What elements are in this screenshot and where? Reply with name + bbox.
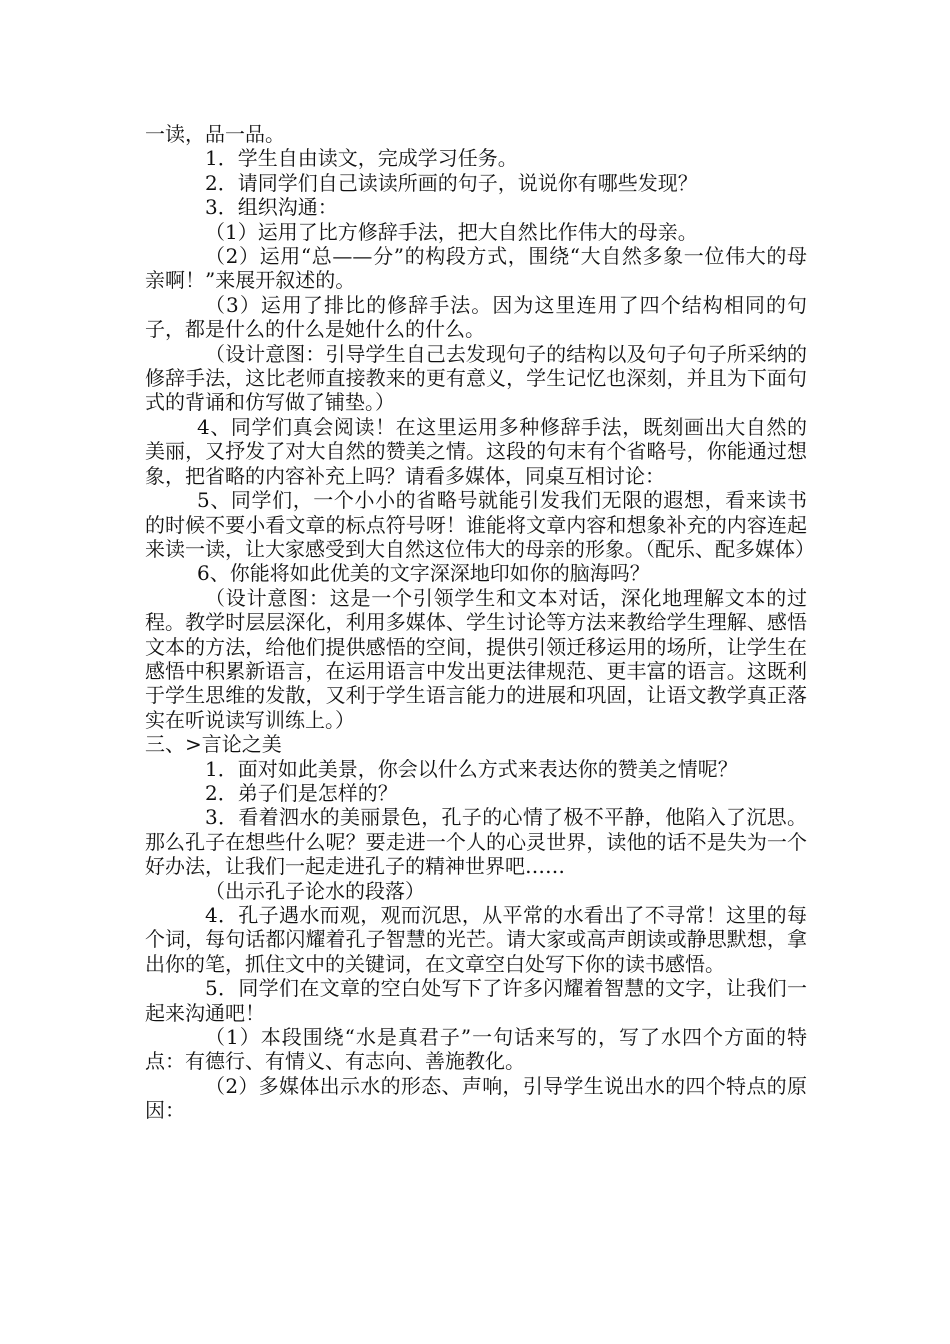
paragraph-6: （2）运用“总——分”的构段方式，围绕“大自然多象一位伟大的母亲啊！”来展开叙述的。 <box>145 244 807 293</box>
paragraph-17: （出示孔子论水的段落） <box>205 878 425 903</box>
paragraph-15: 2．弟子们是怎样的？ <box>205 780 398 805</box>
paragraph-18: 4．孔子遇水而观，观而沉思，从平常的水看出了不寻常！这里的每个词，每句话都闪耀着孔子智慧的光芒。请大家或高声朗读或静思默想，拿出你的笔，抓住文中的关键词，在文章空白处写下你的读书感悟。 <box>145 903 807 976</box>
paragraph-12: （设计意图：这是一个引领学生和文本对话，深化地理解文本的过程。教学时层层深化，利用多媒体、学生讨论等方法来教给学生理解、感悟文本的方法，给他们提供感悟的空间，提供引领迁移运用的场所，让学生在感悟中积累新语言，在运用语言中发出更法律规范、更丰富的语言。这既利于学生思维的发散，又利于学生语言能力的进展和巩固，让语文教学真正落实在听说读写训练上。） <box>145 585 807 732</box>
paragraph-8: （设计意图：引导学生自己去发现句子的结构以及句子句子所采纳的修辞手法，这比老师直接教来的更有意义，学生记忆也深刻，并且为下面句式的背诵和仿写做了铺垫。） <box>145 341 807 415</box>
paragraph-5: （1）运用了比方修辞手法，把大自然比作伟大的母亲。 <box>205 219 698 244</box>
section-heading: 三、>言论之美 <box>145 732 282 757</box>
paragraph-14: 1．面对如此美景，你会以什么方式来表达你的赞美之情呢？ <box>205 756 738 781</box>
paragraph-16: 3．看着泗水的美丽景色，孔子的心情了极不平静，他陷入了沉思。那么孔子在想些什么呢？要走进一个人的心灵世界，读他的话不是失为一个好办法，让我们一起走进孔子的精神世界吧…… <box>145 805 807 879</box>
paragraph-11: 6、你能将如此优美的文字深深地印如你的脑海吗？ <box>197 561 650 586</box>
paragraph-19: 5．同学们在文章的空白处写下了许多闪耀着智慧的文字，让我们一起来沟通吧！ <box>145 976 807 1025</box>
paragraph-3: 2．请同学们自己读读所画的句子，说说你有哪些发现？ <box>205 170 698 195</box>
paragraph-7: （3）运用了排比的修辞手法。因为这里连用了四个结构相同的句子，都是什么的什么是她什么的什么。 <box>145 292 807 342</box>
paragraph-20: （1）本段围绕“水是真君子”一句话来写的，写了水四个方面的特点：有德行、有情义、有志向、善施教化。 <box>145 1025 807 1074</box>
paragraph-1: 一读，品一品。 <box>145 122 285 146</box>
paragraph-4: 3．组织沟通： <box>205 195 338 220</box>
paragraph-2: 1．学生自由读文，完成学习任务。 <box>205 146 518 171</box>
paragraph-10: 5、同学们，一个小小的省略号就能引发我们无限的遐想，看来读书的时候不要小看文章的标点符号呀！谁能将文章内容和想象补充的内容连起来读一读，让大家感受到大自然这位伟大的母亲的形象。（配乐、配多媒体） <box>145 488 815 561</box>
document-page <box>145 122 815 1123</box>
paragraph-21: （2）多媒体出示水的形态、声响，引导学生说出水的四个特点的原因： <box>145 1073 807 1123</box>
paragraph-9: 4、同学们真会阅读！在这里运用多种修辞手法，既刻画出大自然的美丽，又抒发了对大自然的赞美之情。这段的句末有个省略号，你能通过想象，把省略的内容补充上吗？请看多媒体，同桌互相讨论： <box>145 414 807 488</box>
